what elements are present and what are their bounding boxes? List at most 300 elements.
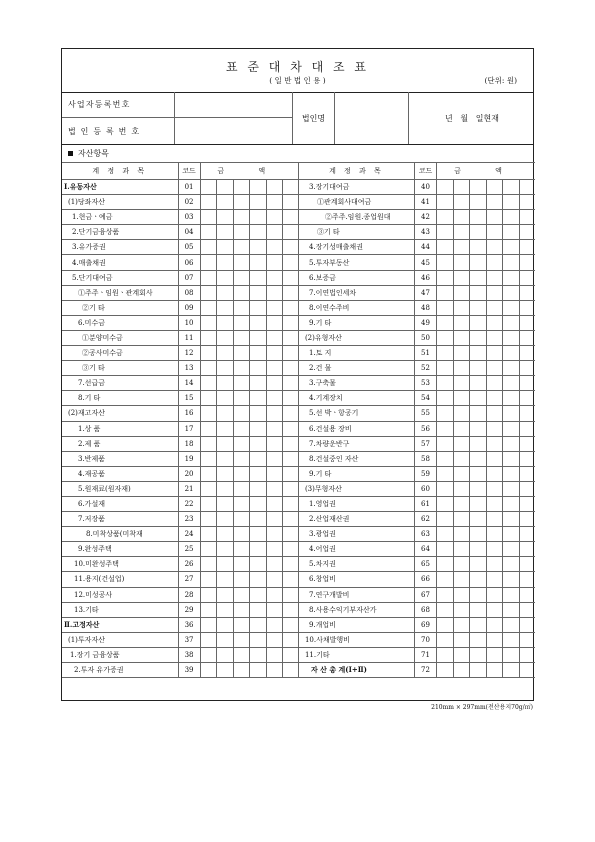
amount-cell[interactable] xyxy=(283,406,299,421)
amount-cell[interactable] xyxy=(503,361,520,376)
amount-cell[interactable] xyxy=(200,587,217,602)
amount-cell[interactable] xyxy=(519,346,535,361)
amount-cell[interactable] xyxy=(486,300,503,315)
amount-cell[interactable] xyxy=(233,632,250,647)
amount-cell[interactable] xyxy=(250,663,267,678)
amount-cell[interactable] xyxy=(470,481,487,496)
amount-cell[interactable] xyxy=(437,255,454,270)
amount-cell[interactable] xyxy=(503,391,520,406)
amount-cell[interactable] xyxy=(503,270,520,285)
amount-cell[interactable] xyxy=(453,557,470,572)
amount-cell[interactable] xyxy=(217,315,234,330)
amount-cell[interactable] xyxy=(486,210,503,225)
amount-cell[interactable] xyxy=(519,391,535,406)
amount-cell[interactable] xyxy=(453,421,470,436)
amount-cell[interactable] xyxy=(250,557,267,572)
amount-cell[interactable] xyxy=(486,406,503,421)
amount-cell[interactable] xyxy=(503,346,520,361)
amount-cell[interactable] xyxy=(453,195,470,210)
amount-cell[interactable] xyxy=(519,663,535,678)
amount-cell[interactable] xyxy=(266,180,283,195)
amount-cell[interactable] xyxy=(217,300,234,315)
amount-cell[interactable] xyxy=(453,587,470,602)
amount-cell[interactable] xyxy=(453,466,470,481)
amount-cell[interactable] xyxy=(266,496,283,511)
amount-cell[interactable] xyxy=(200,300,217,315)
amount-cell[interactable] xyxy=(283,466,299,481)
amount-cell[interactable] xyxy=(250,647,267,662)
amount-cell[interactable] xyxy=(217,617,234,632)
amount-cell[interactable] xyxy=(283,346,299,361)
amount-cell[interactable] xyxy=(437,527,454,542)
amount-cell[interactable] xyxy=(470,557,487,572)
amount-cell[interactable] xyxy=(250,421,267,436)
amount-cell[interactable] xyxy=(200,632,217,647)
amount-cell[interactable] xyxy=(437,436,454,451)
amount-cell[interactable] xyxy=(233,315,250,330)
amount-cell[interactable] xyxy=(453,300,470,315)
amount-cell[interactable] xyxy=(283,663,299,678)
amount-cell[interactable] xyxy=(453,647,470,662)
amount-cell[interactable] xyxy=(437,572,454,587)
amount-cell[interactable] xyxy=(453,240,470,255)
amount-cell[interactable] xyxy=(266,225,283,240)
amount-cell[interactable] xyxy=(437,210,454,225)
amount-cell[interactable] xyxy=(233,436,250,451)
amount-cell[interactable] xyxy=(503,587,520,602)
amount-cell[interactable] xyxy=(266,210,283,225)
amount-cell[interactable] xyxy=(486,180,503,195)
biz-reg-field[interactable] xyxy=(175,92,292,118)
amount-cell[interactable] xyxy=(453,527,470,542)
amount-cell[interactable] xyxy=(266,663,283,678)
amount-cell[interactable] xyxy=(266,421,283,436)
amount-cell[interactable] xyxy=(519,376,535,391)
amount-cell[interactable] xyxy=(266,255,283,270)
amount-cell[interactable] xyxy=(217,376,234,391)
amount-cell[interactable] xyxy=(250,210,267,225)
amount-cell[interactable] xyxy=(486,572,503,587)
amount-cell[interactable] xyxy=(200,436,217,451)
amount-cell[interactable] xyxy=(503,542,520,557)
amount-cell[interactable] xyxy=(233,255,250,270)
amount-cell[interactable] xyxy=(250,466,267,481)
amount-cell[interactable] xyxy=(503,300,520,315)
amount-cell[interactable] xyxy=(486,647,503,662)
amount-cell[interactable] xyxy=(283,617,299,632)
amount-cell[interactable] xyxy=(453,451,470,466)
amount-cell[interactable] xyxy=(453,632,470,647)
amount-cell[interactable] xyxy=(283,496,299,511)
amount-cell[interactable] xyxy=(486,346,503,361)
amount-cell[interactable] xyxy=(437,557,454,572)
amount-cell[interactable] xyxy=(266,466,283,481)
amount-cell[interactable] xyxy=(217,663,234,678)
amount-cell[interactable] xyxy=(217,602,234,617)
amount-cell[interactable] xyxy=(266,542,283,557)
amount-cell[interactable] xyxy=(503,496,520,511)
amount-cell[interactable] xyxy=(266,195,283,210)
amount-cell[interactable] xyxy=(486,496,503,511)
amount-cell[interactable] xyxy=(266,376,283,391)
amount-cell[interactable] xyxy=(217,270,234,285)
amount-cell[interactable] xyxy=(217,542,234,557)
amount-cell[interactable] xyxy=(486,240,503,255)
amount-cell[interactable] xyxy=(266,647,283,662)
amount-cell[interactable] xyxy=(250,391,267,406)
amount-cell[interactable] xyxy=(200,361,217,376)
amount-cell[interactable] xyxy=(233,496,250,511)
amount-cell[interactable] xyxy=(200,602,217,617)
amount-cell[interactable] xyxy=(283,527,299,542)
amount-cell[interactable] xyxy=(233,195,250,210)
amount-cell[interactable] xyxy=(200,330,217,345)
amount-cell[interactable] xyxy=(217,180,234,195)
amount-cell[interactable] xyxy=(503,180,520,195)
amount-cell[interactable] xyxy=(519,496,535,511)
amount-cell[interactable] xyxy=(233,663,250,678)
amount-cell[interactable] xyxy=(200,270,217,285)
amount-cell[interactable] xyxy=(283,225,299,240)
amount-cell[interactable] xyxy=(437,481,454,496)
amount-cell[interactable] xyxy=(200,285,217,300)
amount-cell[interactable] xyxy=(250,587,267,602)
amount-cell[interactable] xyxy=(217,391,234,406)
amount-cell[interactable] xyxy=(217,255,234,270)
amount-cell[interactable] xyxy=(470,542,487,557)
amount-cell[interactable] xyxy=(233,180,250,195)
amount-cell[interactable] xyxy=(503,572,520,587)
amount-cell[interactable] xyxy=(266,632,283,647)
amount-cell[interactable] xyxy=(437,225,454,240)
amount-cell[interactable] xyxy=(250,527,267,542)
amount-cell[interactable] xyxy=(250,572,267,587)
amount-cell[interactable] xyxy=(437,602,454,617)
amount-cell[interactable] xyxy=(519,572,535,587)
amount-cell[interactable] xyxy=(486,542,503,557)
amount-cell[interactable] xyxy=(486,330,503,345)
amount-cell[interactable] xyxy=(283,210,299,225)
amount-cell[interactable] xyxy=(266,602,283,617)
amount-cell[interactable] xyxy=(283,255,299,270)
amount-cell[interactable] xyxy=(266,527,283,542)
amount-cell[interactable] xyxy=(437,300,454,315)
amount-cell[interactable] xyxy=(250,195,267,210)
amount-cell[interactable] xyxy=(486,512,503,527)
amount-cell[interactable] xyxy=(250,436,267,451)
amount-cell[interactable] xyxy=(200,225,217,240)
amount-cell[interactable] xyxy=(470,361,487,376)
amount-cell[interactable] xyxy=(437,391,454,406)
amount-cell[interactable] xyxy=(503,527,520,542)
amount-cell[interactable] xyxy=(453,210,470,225)
amount-cell[interactable] xyxy=(503,647,520,662)
amount-cell[interactable] xyxy=(283,285,299,300)
amount-cell[interactable] xyxy=(250,361,267,376)
amount-cell[interactable] xyxy=(266,481,283,496)
amount-cell[interactable] xyxy=(200,195,217,210)
amount-cell[interactable] xyxy=(519,632,535,647)
amount-cell[interactable] xyxy=(283,587,299,602)
amount-cell[interactable] xyxy=(283,421,299,436)
amount-cell[interactable] xyxy=(233,210,250,225)
amount-cell[interactable] xyxy=(200,180,217,195)
amount-cell[interactable] xyxy=(519,466,535,481)
amount-cell[interactable] xyxy=(233,361,250,376)
amount-cell[interactable] xyxy=(486,361,503,376)
amount-cell[interactable] xyxy=(266,346,283,361)
amount-cell[interactable] xyxy=(437,496,454,511)
amount-cell[interactable] xyxy=(470,587,487,602)
amount-cell[interactable] xyxy=(437,647,454,662)
amount-cell[interactable] xyxy=(250,346,267,361)
amount-cell[interactable] xyxy=(519,512,535,527)
amount-cell[interactable] xyxy=(453,346,470,361)
amount-cell[interactable] xyxy=(283,300,299,315)
amount-cell[interactable] xyxy=(233,572,250,587)
amount-cell[interactable] xyxy=(470,421,487,436)
amount-cell[interactable] xyxy=(233,557,250,572)
amount-cell[interactable] xyxy=(217,330,234,345)
amount-cell[interactable] xyxy=(233,542,250,557)
amount-cell[interactable] xyxy=(453,496,470,511)
amount-cell[interactable] xyxy=(250,315,267,330)
amount-cell[interactable] xyxy=(486,527,503,542)
amount-cell[interactable] xyxy=(519,315,535,330)
amount-cell[interactable] xyxy=(503,376,520,391)
amount-cell[interactable] xyxy=(453,481,470,496)
amount-cell[interactable] xyxy=(250,225,267,240)
amount-cell[interactable] xyxy=(283,436,299,451)
amount-cell[interactable] xyxy=(470,315,487,330)
amount-cell[interactable] xyxy=(486,557,503,572)
amount-cell[interactable] xyxy=(519,617,535,632)
amount-cell[interactable] xyxy=(200,406,217,421)
amount-cell[interactable] xyxy=(233,346,250,361)
amount-cell[interactable] xyxy=(437,346,454,361)
amount-cell[interactable] xyxy=(486,617,503,632)
amount-cell[interactable] xyxy=(250,542,267,557)
amount-cell[interactable] xyxy=(519,255,535,270)
amount-cell[interactable] xyxy=(453,180,470,195)
amount-cell[interactable] xyxy=(200,376,217,391)
amount-cell[interactable] xyxy=(233,225,250,240)
amount-cell[interactable] xyxy=(283,361,299,376)
amount-cell[interactable] xyxy=(250,617,267,632)
amount-cell[interactable] xyxy=(453,406,470,421)
amount-cell[interactable] xyxy=(519,210,535,225)
amount-cell[interactable] xyxy=(250,512,267,527)
amount-cell[interactable] xyxy=(470,466,487,481)
amount-cell[interactable] xyxy=(437,421,454,436)
amount-cell[interactable] xyxy=(470,527,487,542)
corp-name-field[interactable] xyxy=(335,92,409,144)
amount-cell[interactable] xyxy=(453,330,470,345)
amount-cell[interactable] xyxy=(233,481,250,496)
amount-cell[interactable] xyxy=(283,270,299,285)
amount-cell[interactable] xyxy=(437,587,454,602)
amount-cell[interactable] xyxy=(453,376,470,391)
amount-cell[interactable] xyxy=(503,436,520,451)
amount-cell[interactable] xyxy=(200,617,217,632)
amount-cell[interactable] xyxy=(283,632,299,647)
amount-cell[interactable] xyxy=(200,647,217,662)
amount-cell[interactable] xyxy=(217,346,234,361)
amount-cell[interactable] xyxy=(250,180,267,195)
amount-cell[interactable] xyxy=(470,391,487,406)
amount-cell[interactable] xyxy=(519,300,535,315)
amount-cell[interactable] xyxy=(486,225,503,240)
amount-cell[interactable] xyxy=(503,406,520,421)
amount-cell[interactable] xyxy=(437,195,454,210)
amount-cell[interactable] xyxy=(283,330,299,345)
amount-cell[interactable] xyxy=(200,663,217,678)
amount-cell[interactable] xyxy=(437,180,454,195)
amount-cell[interactable] xyxy=(217,451,234,466)
amount-cell[interactable] xyxy=(217,587,234,602)
amount-cell[interactable] xyxy=(200,391,217,406)
amount-cell[interactable] xyxy=(470,180,487,195)
amount-cell[interactable] xyxy=(200,496,217,511)
amount-cell[interactable] xyxy=(283,195,299,210)
amount-cell[interactable] xyxy=(250,406,267,421)
amount-cell[interactable] xyxy=(486,391,503,406)
amount-cell[interactable] xyxy=(486,663,503,678)
amount-cell[interactable] xyxy=(486,587,503,602)
amount-cell[interactable] xyxy=(266,436,283,451)
amount-cell[interactable] xyxy=(519,557,535,572)
amount-cell[interactable] xyxy=(486,451,503,466)
amount-cell[interactable] xyxy=(519,527,535,542)
amount-cell[interactable] xyxy=(437,466,454,481)
amount-cell[interactable] xyxy=(486,602,503,617)
amount-cell[interactable] xyxy=(266,330,283,345)
amount-cell[interactable] xyxy=(233,391,250,406)
amount-cell[interactable] xyxy=(453,255,470,270)
amount-cell[interactable] xyxy=(470,406,487,421)
amount-cell[interactable] xyxy=(519,421,535,436)
amount-cell[interactable] xyxy=(470,300,487,315)
amount-cell[interactable] xyxy=(250,240,267,255)
amount-cell[interactable] xyxy=(233,421,250,436)
amount-cell[interactable] xyxy=(283,315,299,330)
amount-cell[interactable] xyxy=(453,617,470,632)
amount-cell[interactable] xyxy=(266,315,283,330)
amount-cell[interactable] xyxy=(266,557,283,572)
amount-cell[interactable] xyxy=(233,300,250,315)
amount-cell[interactable] xyxy=(283,180,299,195)
amount-cell[interactable] xyxy=(470,436,487,451)
amount-cell[interactable] xyxy=(283,572,299,587)
amount-cell[interactable] xyxy=(437,376,454,391)
amount-cell[interactable] xyxy=(233,240,250,255)
amount-cell[interactable] xyxy=(217,481,234,496)
amount-cell[interactable] xyxy=(519,285,535,300)
amount-cell[interactable] xyxy=(217,285,234,300)
amount-cell[interactable] xyxy=(233,451,250,466)
amount-cell[interactable] xyxy=(437,270,454,285)
amount-cell[interactable] xyxy=(470,270,487,285)
amount-cell[interactable] xyxy=(283,602,299,617)
amount-cell[interactable] xyxy=(233,617,250,632)
amount-cell[interactable] xyxy=(200,572,217,587)
amount-cell[interactable] xyxy=(519,240,535,255)
amount-cell[interactable] xyxy=(200,542,217,557)
amount-cell[interactable] xyxy=(503,421,520,436)
amount-cell[interactable] xyxy=(266,240,283,255)
amount-cell[interactable] xyxy=(486,315,503,330)
amount-cell[interactable] xyxy=(519,225,535,240)
amount-cell[interactable] xyxy=(470,647,487,662)
amount-cell[interactable] xyxy=(470,512,487,527)
amount-cell[interactable] xyxy=(250,330,267,345)
amount-cell[interactable] xyxy=(486,466,503,481)
amount-cell[interactable] xyxy=(437,542,454,557)
amount-cell[interactable] xyxy=(503,481,520,496)
amount-cell[interactable] xyxy=(217,557,234,572)
amount-cell[interactable] xyxy=(200,557,217,572)
amount-cell[interactable] xyxy=(233,270,250,285)
amount-cell[interactable] xyxy=(200,240,217,255)
amount-cell[interactable] xyxy=(503,330,520,345)
amount-cell[interactable] xyxy=(200,421,217,436)
amount-cell[interactable] xyxy=(486,255,503,270)
amount-cell[interactable] xyxy=(283,542,299,557)
amount-cell[interactable] xyxy=(250,285,267,300)
amount-cell[interactable] xyxy=(233,587,250,602)
amount-cell[interactable] xyxy=(519,361,535,376)
amount-cell[interactable] xyxy=(470,451,487,466)
amount-cell[interactable] xyxy=(266,391,283,406)
amount-cell[interactable] xyxy=(200,210,217,225)
amount-cell[interactable] xyxy=(470,285,487,300)
amount-cell[interactable] xyxy=(437,315,454,330)
amount-cell[interactable] xyxy=(250,300,267,315)
amount-cell[interactable] xyxy=(519,436,535,451)
amount-cell[interactable] xyxy=(233,527,250,542)
amount-cell[interactable] xyxy=(200,512,217,527)
amount-cell[interactable] xyxy=(519,587,535,602)
amount-cell[interactable] xyxy=(503,225,520,240)
amount-cell[interactable] xyxy=(200,481,217,496)
amount-cell[interactable] xyxy=(217,632,234,647)
amount-cell[interactable] xyxy=(503,255,520,270)
amount-cell[interactable] xyxy=(486,481,503,496)
amount-cell[interactable] xyxy=(217,496,234,511)
amount-cell[interactable] xyxy=(250,255,267,270)
amount-cell[interactable] xyxy=(283,451,299,466)
amount-cell[interactable] xyxy=(233,330,250,345)
amount-cell[interactable] xyxy=(486,195,503,210)
amount-cell[interactable] xyxy=(437,285,454,300)
amount-cell[interactable] xyxy=(503,285,520,300)
amount-cell[interactable] xyxy=(266,361,283,376)
amount-cell[interactable] xyxy=(453,361,470,376)
amount-cell[interactable] xyxy=(503,210,520,225)
amount-cell[interactable] xyxy=(250,632,267,647)
amount-cell[interactable] xyxy=(217,512,234,527)
amount-cell[interactable] xyxy=(503,466,520,481)
amount-cell[interactable] xyxy=(233,285,250,300)
amount-cell[interactable] xyxy=(486,270,503,285)
amount-cell[interactable] xyxy=(486,421,503,436)
amount-cell[interactable] xyxy=(453,663,470,678)
amount-cell[interactable] xyxy=(453,225,470,240)
amount-cell[interactable] xyxy=(437,330,454,345)
amount-cell[interactable] xyxy=(217,225,234,240)
amount-cell[interactable] xyxy=(470,572,487,587)
amount-cell[interactable] xyxy=(217,195,234,210)
